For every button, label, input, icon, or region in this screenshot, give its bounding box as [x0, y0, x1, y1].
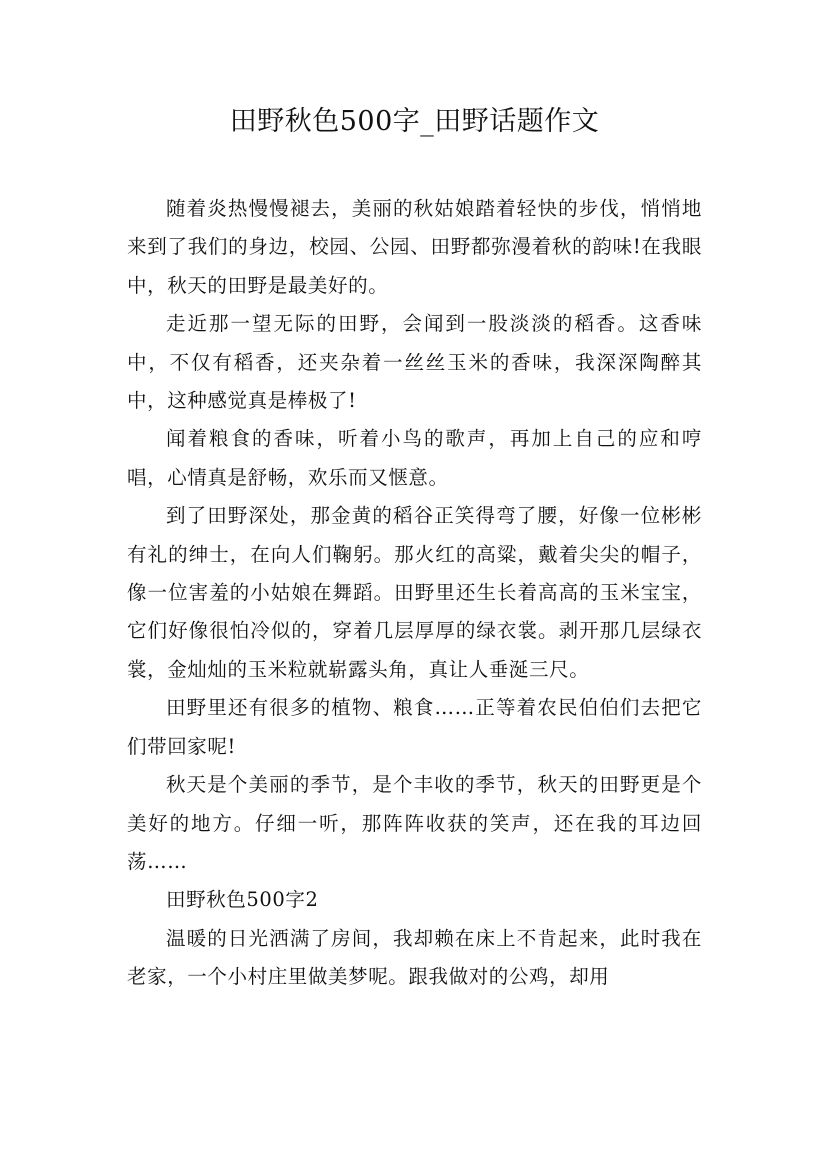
paragraph: 到了田野深处，那金黄的稻谷正笑得弯了腰，好像一位彬彬有礼的绅士，在向人们鞠躬。那火红的高粱，戴着尖尖的帽子，像一位害羞的小姑娘在舞蹈。田野里还生长着高高的玉米宝宝，它们好像很怕冷似的，穿着几层厚厚的绿衣裳。剥开那几层绿衣裳，金灿灿的玉米粒就崭露头角，真让人垂涎三尺。 [127, 504, 702, 681]
paragraph: 随着炎热慢慢褪去，美丽的秋姑娘踏着轻快的步伐，悄悄地来到了我们的身边，校园、公园、田野都弥漫着秋的韵味!在我眼中，秋天的田野是最美好的。 [127, 197, 702, 297]
document-body [127, 190, 702, 997]
section-heading: 田野秋色500字2 [166, 888, 319, 912]
document-title: 田野秋色500字_田野话题作文 [229, 106, 600, 137]
paragraph: 秋天是个美丽的季节，是个丰收的季节，秋天的田野更是个美好的地方。仔细一听，那阵阵收获的笑声，还在我的耳边回荡…… [127, 773, 702, 873]
paragraph: 田野里还有很多的植物、粮食……正等着农民伯伯们去把它们带回家呢! [127, 696, 702, 758]
paragraph: 闻着粮食的香味，听着小鸟的歌声，再加上自己的应和哼唱，心情真是舒畅，欢乐而又惬意。 [127, 427, 702, 489]
paragraph: 温暖的日光洒满了房间，我却赖在床上不肯起来，此时我在老家，一个小村庄里做美梦呢。跟我做对的公鸡，却用 [127, 926, 702, 989]
paragraph: 走近那一望无际的田野，会闻到一股淡淡的稻香。这香味中，不仅有稻香，还夹杂着一丝丝玉米的香味，我深深陶醉其中，这种感觉真是棒极了! [127, 312, 702, 413]
